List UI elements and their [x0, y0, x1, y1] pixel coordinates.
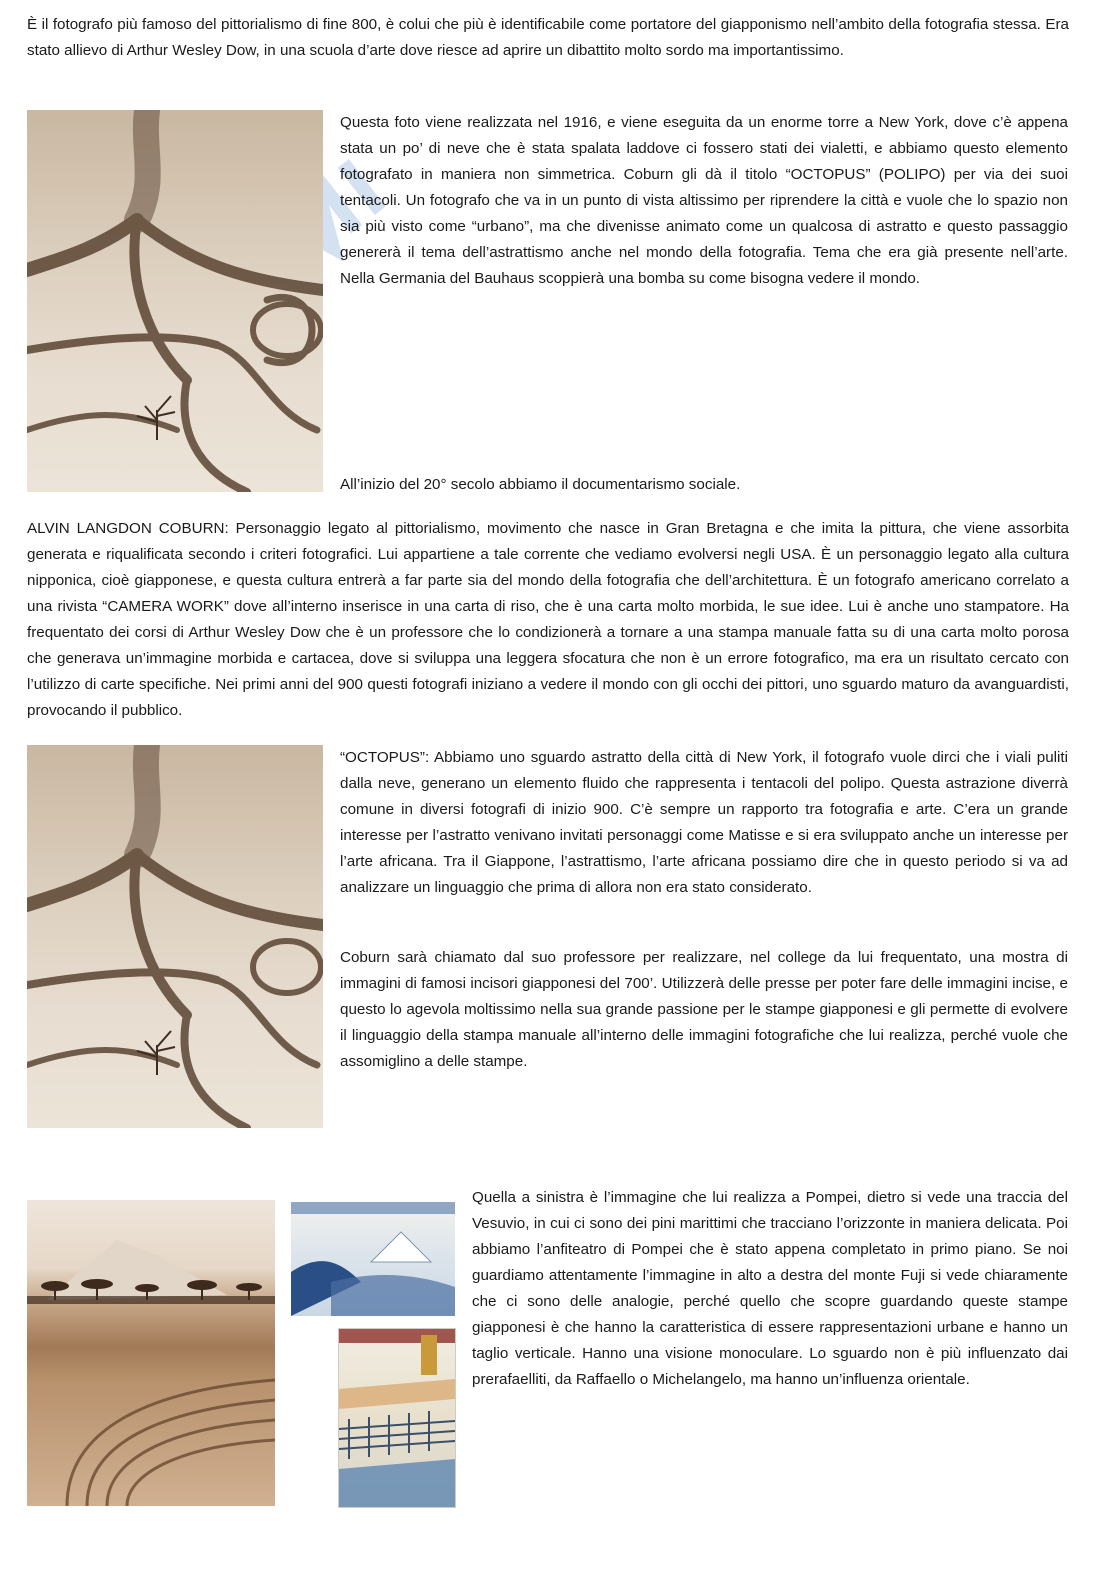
documentarismo-line: All’inizio del 20° secolo abbiamo il documentarismo sociale. — [340, 476, 741, 493]
coburn-paragraph: ALVIN LANGDON COBURN: Personaggio legato al pittorialismo, movimento che nasce in Gran Bretagna e che imita la pittura, che viene assorbita generata e riqualificata secondo i criteri fotografici. Lui appartiene a tale corrente che vediamo evolversi negli USA. È un personaggio legato alla cultura nipponica, cioè giapponese, e questa cultura entrerà a far parte sia del mondo della fotografia che dell’architettura. È un fotografo americano correlato a una rivista “CAMERA WORK” dove all’interno inserisce in una carta di riso, che è una carta molto morbida, le sue idee. Lui è anche uno stampatore. Ha frequentato dei corsi di Arthur Wesley Dow che è un professore che lo condizionerà a tornare a una stampa manuale fatta su di una carta molto porosa che generava un’immagine morbida e cartacea, dove si sviluppa una leggera sfocatura che non è un errore fotografico, ma era un risultato cercato con l’utilizzo di carte specifiche. Nei primi anni del 900 questi fotografi iniziano a vedere il mondo con gli occhi dei pittori, uno sguardo maturo da avanguardisti, provocando il pubblico. — [27, 520, 1069, 719]
octopus-photo-second — [27, 745, 323, 1128]
pompei-photo — [27, 1200, 275, 1506]
pompei-paragraph: Quella a sinistra è l’immagine che lui realizza a Pompei, dietro si vede una traccia del Vesuvio, in cui ci sono dei pini marittimi che tracciano l’orizzonte in maniera delicata. Poi abbiamo l’anfiteatro di Pompei che è stato appena completato in primo piano. Se noi guardiamo attentamente l’immagine in alto a destra del monte Fuji si vede chiaramente che ci sono delle analogie, perché quello che scopre guardando queste stampe giapponesi è che hanno la caratteristica di essere rappresentazioni urbane e hanno un taglio verticale. Hanno una visione monoculare. Lo sguardo non è più influenzato dai prerafaelliti, da Raffaello o Michelangelo, ma hanno un’influenza orientale. — [472, 1189, 1068, 1388]
octopus-description: Questa foto viene realizzata nel 1916, e viene eseguita da un enorme torre a New York, dove c’è appena stata un po’ di neve che è stata spalata laddove ci fossero stati dei vialetti, e abbiamo questo elemento fotografato in maniera non simmetrica. Coburn gli dà il titolo “OCTOPUS” (POLIPO) per via dei suoi tentacoli. Un fotografo che va in un punto di vista altissimo per riprendere la città e vuole che lo spazio non sia più visto come “urbano”, ma che divenisse animato come un qualcosa di astratto e questo passaggio genererà il tema dell’astrattismo anche nel mondo della fotografia. Tema che era già presente nell’arte. Nella Germania del Bauhaus scoppierà una bomba su come bisogna vedere il mondo. — [340, 114, 1068, 287]
hiroshige-print — [338, 1328, 456, 1508]
octopus-photo — [27, 110, 323, 492]
fuji-print — [291, 1202, 455, 1316]
mostra-paragraph: Coburn sarà chiamato dal suo professore per realizzare, nel college da lui frequentato, una mostra di immagini di famosi incisori giapponesi del 700’. Utilizzerà delle presse per poter fare delle immagini incise, e questo lo agevola moltissimo nella sua grande passione per le stampe giapponesi e gli permette di evolvere il linguaggio della stampa manuale all’interno delle immagini fotografiche che lui realizza, perché vuole che assomiglino a delle stampe. — [340, 949, 1068, 1070]
octopus-abstract-paragraph: “OCTOPUS”: Abbiamo uno sguardo astratto della città di New York, il fotografo vuole dirci che i viali puliti dalla neve, generano un elemento fluido che rappresenta i tentacoli del polipo. Questa astrazione diverrà comune in diversi fotografi di inizio 900. C’è sempre un rapporto tra fotografia e arte. C’era un grande interesse per l’astratto venivano invitati personaggi come Matisse e si era sviluppato anche un interesse per l’arte africana. Tra il Giappone, l’astrattismo, l’arte africana possiamo dire che in questo periodo si va ad analizzare un linguaggio che prima di allora non era stato considerato. — [340, 749, 1068, 896]
intro-paragraph: È il fotografo più famoso del pittorialismo di fine 800, è colui che più è identificabile come portatore del giapponismo nell’ambito della fotografia stessa. Era stato allievo di Arthur Wesley Dow, in una scuola d’arte dove riesce ad aprire un dibattito molto sordo ma importantissimo. — [27, 16, 1069, 59]
